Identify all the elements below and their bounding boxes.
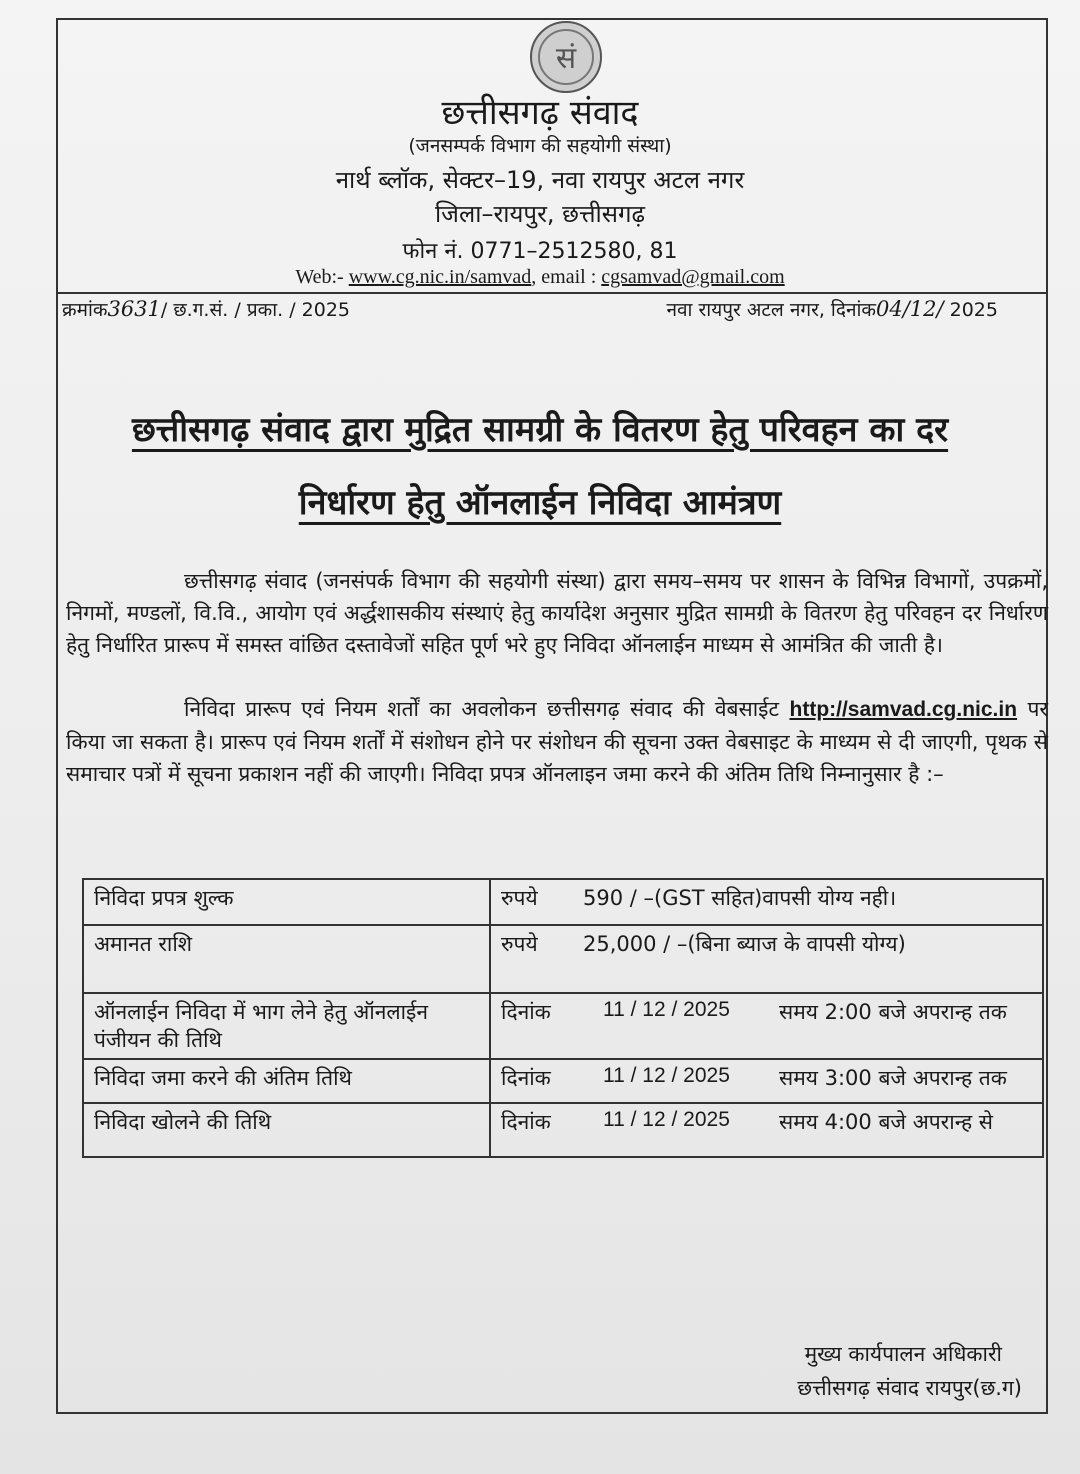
row-label: निविदा खोलने की तिथि: [83, 1103, 490, 1157]
ref-date-handwritten: 04/12/: [876, 297, 944, 321]
row-value-cell: [490, 1103, 1043, 1157]
signatory-office: छत्तीसगढ़ संवाद रायपुर(छ.ग): [797, 1376, 1022, 1400]
row-unit: रुपये: [501, 932, 538, 956]
row-label: ऑनलाईन निविदा में भाग लेने हेतु ऑनलाईन पंजीयन की तिथि: [83, 993, 490, 1059]
row-label: अमानत राशि: [83, 925, 490, 993]
row-value-cell: [490, 879, 1043, 925]
ref-number-suffix: / छ.ग.सं. / प्रका. / 2025: [160, 299, 351, 321]
tender-schedule-table: [82, 878, 1044, 1158]
row-unit: रुपये: [501, 886, 538, 910]
web-url: www.cg.nic.in/samvad: [348, 266, 532, 288]
title-line-1-text: छत्तीसगढ़ संवाद द्वारा मुद्रित सामग्री के वितरण हेतु परिवहन का दर: [131, 410, 949, 450]
org-subtitle: (जनसम्पर्क विभाग की सहयोगी संस्था): [408, 135, 672, 157]
address-line-2: जिला–रायपुर, छत्तीसगढ़: [434, 200, 646, 228]
row-date: 11 / 12 / 2025: [603, 1108, 730, 1131]
notice-title-line-1: [0, 405, 1080, 451]
phone-number: फोन नं. 0771–2512580, 81: [402, 239, 678, 264]
address-line-1: नार्थ ब्लॉक, सेक्टर–19, नवा रायपुर अटल नगर: [335, 166, 745, 194]
web-label: Web:-: [295, 266, 349, 288]
body-paragraph-2: [66, 693, 1048, 790]
row-time: समय 3:00 बजे अपरान्ह तक: [779, 1066, 1007, 1090]
row-value: 590 / –(GST सहित)वापसी योग्य नही।: [583, 886, 897, 910]
table-row: [83, 993, 1043, 1059]
samvad-website-link[interactable]: http://samvad.cg.nic.in: [789, 698, 1018, 721]
row-value-cell: [490, 925, 1043, 993]
reference-number: [62, 296, 350, 322]
logo-letter: सं: [555, 41, 577, 76]
title-line-2-text: निर्धारण हेतु ऑनलाईन निविदा आमंत्रण: [298, 483, 782, 523]
row-date: 11 / 12 / 2025: [603, 998, 730, 1021]
reference-date: [666, 296, 998, 322]
org-name: छत्तीसगढ़ संवाद: [441, 93, 639, 133]
row-time: समय 4:00 बजे अपरान्ह से: [779, 1110, 993, 1134]
para2-before-link: निविदा प्रारूप एवं नियम शर्तों का अवलोकन छत्तीसगढ़ संवाद की वेबसाईट: [184, 697, 790, 721]
row-date: 11 / 12 / 2025: [603, 1064, 730, 1087]
row-unit: दिनांक: [501, 1000, 551, 1024]
row-label: निविदा प्रपत्र शुल्क: [83, 879, 490, 925]
row-unit: दिनांक: [501, 1110, 551, 1134]
signatory-designation: मुख्य कार्यपालन अधिकारी: [804, 1342, 1002, 1366]
header-divider: [56, 292, 1048, 294]
table-row: [83, 1103, 1043, 1157]
ref-date-suffix: 2025: [943, 299, 998, 321]
ref-number-prefix: क्रमांक: [62, 299, 108, 321]
ref-date-prefix: नवा रायपुर अटल नगर, दिनांक: [666, 299, 876, 321]
row-label: निविदा जमा करने की अंतिम तिथि: [83, 1059, 490, 1103]
body-paragraph-1: छत्तीसगढ़ संवाद (जनसंपर्क विभाग की सहयोगी संस्था) द्वारा समय–समय पर शासन के विभिन्न विभागों, उपक्रमों, निगमों, मण्डलों, वि.वि., आयोग एवं अर्द्धशासकीय संस्थाएं हेतु कार्यादेश अनुसार मुद्रित सामग्री के वितरण हेतु परिवहन दर निर्धारण हेतु निर्धारित प्रारूप में समस्त वांछित दस्तावेजों सहित पूर्ण भरे हुए निविदा ऑनलाईन माध्यम से आमंत्रित की जाती है।: [66, 569, 1048, 657]
email-address: cgsamvad@gmail.com: [601, 266, 785, 288]
row-value-cell: [490, 993, 1043, 1059]
ref-number-handwritten: 3631: [107, 297, 161, 321]
samvad-logo: [529, 20, 603, 94]
para2-after-link: पर किया जा सकता है। प्रारूप एवं नियम शर्तों में संशोधन होने पर संशोधन की सूचना उक्त वेबसाइट के माध्यम से दी जाएगी, पृथक से समाचार पत्रों में सूचना प्रकाशन नहीं की जाएगी। निविदा प्रपत्र ऑनलाइन जमा करने की अंतिम तिथि निम्नानुसार है :–: [66, 697, 1048, 786]
email-label: , email :: [531, 266, 602, 288]
row-value: 25,000 / –(बिना ब्याज के वापसी योग्य): [583, 932, 906, 956]
web-email-line: [0, 266, 1080, 289]
row-value-cell: [490, 1059, 1043, 1103]
table-row: [83, 925, 1043, 993]
notice-title-line-2: [0, 478, 1080, 524]
table-row: [83, 1059, 1043, 1103]
row-unit: दिनांक: [501, 1066, 551, 1090]
row-time: समय 2:00 बजे अपरान्ह तक: [779, 1000, 1007, 1024]
table-row: [83, 879, 1043, 925]
